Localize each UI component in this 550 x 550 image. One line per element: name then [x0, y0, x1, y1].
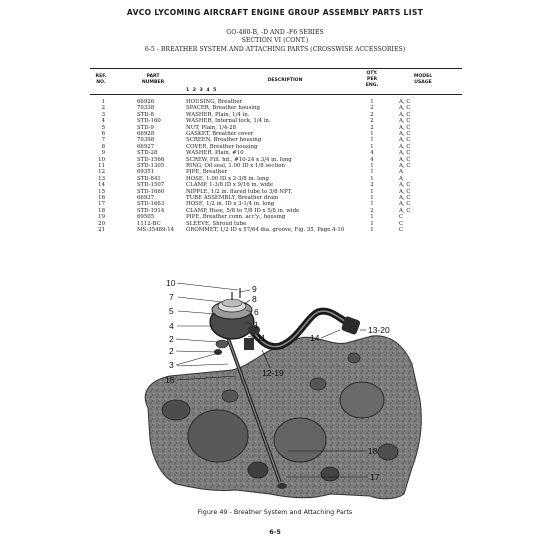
model-usage-cell: A, C — [399, 195, 411, 201]
description-cell: HOSE, 1.00 ID x 2-3/8 in. long — [186, 175, 269, 182]
model-usage-cell: A, C — [399, 131, 411, 137]
part-number-cell: 66928 — [137, 131, 155, 137]
ref-cell: 15 — [98, 188, 105, 195]
ref-cell: 11 — [98, 163, 105, 169]
description-cell: WASHER, Plain, #10 — [186, 150, 244, 157]
part-number-cell: 1112-BC — [137, 220, 161, 227]
model-usage-cell: A, C — [399, 143, 411, 150]
company-header: AVCO LYCOMING AIRCRAFT ENGINE GROUP ASSEMBLY PARTS LIST — [126, 8, 424, 17]
part-number-cell: 70338 — [137, 105, 155, 112]
ref-header-line-2: NO. — [96, 80, 106, 85]
page-number: 6-5 — [269, 528, 281, 536]
model-usage-cell: A, C — [399, 156, 411, 163]
qty-cell: 4 — [370, 156, 374, 163]
callout-label: 11 — [257, 333, 266, 343]
description-cell: COVER, Breather housing — [186, 143, 258, 150]
ref-cell: 4 — [101, 118, 105, 125]
description-cell: GASKET, Breather cover — [186, 131, 254, 137]
qty-header-line-1: QTY. — [366, 71, 378, 76]
ref-cell: 21 — [98, 227, 105, 233]
description-cell: SLEEVE, Shroud tube — [186, 220, 247, 227]
model-usage-cell: A — [399, 169, 403, 176]
qty-cell: 1 — [370, 220, 374, 227]
part-number-cell: STD-1305 — [137, 163, 165, 169]
model-usage-cell: A, C — [399, 137, 411, 144]
description-cell: SCREEN, Breather housing — [186, 137, 262, 144]
part-number-cell: STD-28 — [137, 150, 158, 157]
qty-cell: 1 — [370, 143, 374, 150]
series-title: GO-480-B, -D AND -F6 SERIES — [226, 29, 324, 36]
model-usage-cell: A, C — [399, 99, 411, 105]
description-cell: TUBE ASSEMBLY, Breather drain — [186, 195, 279, 201]
callout-label: 14 — [310, 333, 320, 343]
section-title: SECTION VI (CONT.) — [241, 37, 309, 44]
qty-cell: 1 — [370, 195, 374, 201]
description-cell: SPACER, Breather housing — [186, 105, 260, 112]
part-number-cell: 70398 — [137, 137, 155, 144]
ref-cell: 16 — [98, 195, 105, 201]
qty-cell: 1 — [370, 131, 374, 137]
model-usage-cell: A, C — [399, 118, 411, 125]
part-number-cell: 69505 — [137, 214, 155, 221]
model-usage-cell: A, C — [399, 124, 411, 131]
ref-cell: 8 — [101, 143, 105, 150]
callout-label: 6 — [254, 307, 259, 317]
description-cell: NUT, Plain, 1/4-28 — [186, 124, 237, 131]
qty-cell: 2 — [370, 118, 374, 125]
ref-cell: 17 — [98, 201, 105, 208]
qty-cell: 1 — [370, 188, 374, 195]
model-header-line-2: USAGE — [414, 80, 432, 85]
part-number-cell: STD-841 — [137, 175, 161, 182]
description-cell: SCREW, Fill. hd., #10-24 x 3/4 in. long — [186, 156, 292, 163]
qty-cell: 2 — [370, 182, 374, 189]
qty-cell: 2 — [370, 111, 374, 118]
part-number-cell: MS-35489-14 — [137, 227, 175, 233]
qty-cell: 1 — [370, 163, 374, 169]
qty-cell: 1 — [370, 201, 374, 208]
description-cell: CLAMP, Hose, 5/8 to 7/8 ID x 5/8 in. wide — [186, 207, 300, 214]
engine-block-illustration — [145, 336, 421, 499]
ref-cell: 9 — [101, 150, 105, 157]
qty-cell: 2 — [370, 105, 374, 112]
ref-cell: 13 — [98, 175, 105, 182]
callout-label: 3 — [169, 360, 174, 370]
ref-cell: 6 — [101, 131, 105, 137]
part-number-cell: 69351 — [137, 169, 155, 176]
qty-header-line-2: PER — [366, 77, 378, 82]
part-number-cell: 66937 — [137, 195, 155, 201]
ref-cell: 18 — [98, 207, 105, 214]
part-number-cell: STD-1660 — [137, 188, 165, 195]
description-cell: NIPPLE, 1/2 in. flared tube to 3/8 NPT. — [186, 188, 293, 195]
model-usage-cell: A, C — [399, 182, 411, 189]
model-usage-cell: A, C — [399, 105, 411, 112]
callout-label: 10 — [166, 278, 176, 288]
description-cell: WASHER, Internal lock, 1/4 in. — [186, 118, 271, 125]
model-usage-cell: A, C — [399, 188, 411, 195]
model-usage-cell: A, C — [399, 150, 411, 157]
callout-label: 9 — [252, 284, 257, 294]
model-usage-cell: C — [399, 227, 404, 233]
model-usage-cell: A, C — [399, 111, 411, 118]
qty-cell: 2 — [370, 207, 374, 214]
model-usage-cell: A, C — [399, 163, 411, 169]
description-cell: PIPE, Breather — [186, 169, 228, 176]
figure-caption: Figure 49 - Breather System and Attaching Parts — [197, 508, 353, 516]
description-cell: HOSE, 1/2 in. ID x 3-1/4 in. long — [186, 201, 275, 208]
callout-label: 13-20 — [368, 325, 390, 335]
callout-label: 18 — [368, 446, 378, 456]
ref-cell: 10 — [98, 156, 105, 163]
callout-label: 17 — [370, 472, 380, 482]
description-cell: CLAMP, 1-3/8 ID x 9/16 in. wide — [186, 182, 274, 189]
part-number-cell: STD-8 — [137, 111, 154, 118]
callout-label: 16 — [165, 375, 175, 385]
model-usage-cell: A — [399, 175, 403, 182]
qty-header-line-3: ENG. — [365, 83, 379, 88]
qty-cell: 2 — [370, 124, 374, 131]
qty-cell: 1 — [370, 175, 374, 182]
callout-label: 4 — [169, 321, 174, 331]
part-number-cell: STD-9 — [137, 124, 154, 131]
description-column-header: DESCRIPTION — [267, 78, 303, 83]
qty-cell: 4 — [370, 150, 374, 157]
ref-cell: 3 — [101, 111, 105, 118]
part-header-line-2: NUMBER — [141, 80, 165, 85]
ref-cell: 2 — [101, 105, 105, 112]
description-cell: WASHER, Plain, 1/4 in. — [186, 111, 250, 118]
callout-label: 5 — [169, 306, 174, 316]
part-number-cell: STD-160 — [137, 118, 161, 125]
part-number-cell: STD-1663 — [137, 201, 165, 208]
description-cell: RING, Oil seal, 1.00 ID x 1/8 section — [186, 163, 285, 169]
part-number-cell: STD-1566 — [137, 156, 165, 163]
qty-cell: 1 — [370, 214, 374, 221]
part-number-cell: STD-1914 — [137, 207, 165, 214]
description-cell: HOUSING, Breather — [186, 99, 243, 105]
callout-label: 2 — [169, 334, 174, 344]
callout-label: 2 — [169, 346, 174, 356]
callout-label: 8 — [252, 294, 257, 304]
ref-cell: 12 — [98, 169, 105, 176]
ref-cell: 5 — [101, 124, 105, 131]
ref-cell: 14 — [98, 182, 105, 189]
part-number-cell: STD-1507 — [137, 182, 165, 189]
model-usage-cell: A, C — [399, 201, 411, 208]
qty-cell: 1 — [370, 169, 374, 176]
part-header-line-1: PART — [146, 74, 160, 79]
part-number-cell: 66926 — [137, 99, 155, 105]
description-cell: PIPE, Breather conn. acc'y., housing — [186, 214, 286, 221]
ref-header-line-1: REF. — [95, 74, 107, 79]
callout-label: 1 — [254, 320, 259, 330]
qty-cell: 1 — [370, 99, 374, 105]
ref-cell: 1 — [101, 99, 105, 105]
part-number-cell: 66927 — [137, 143, 155, 150]
subsection-title: 6-5 - BREATHER SYSTEM AND ATTACHING PARTS (CROSSWISE ACCESSORIES) — [144, 46, 406, 53]
model-usage-cell: C — [399, 214, 404, 221]
model-usage-cell: A, C — [399, 207, 411, 214]
indent-level-numbers: 1 2 3 4 5 — [186, 88, 218, 93]
model-header-line-1: MODEL — [413, 74, 433, 79]
callout-label: 12-19 — [262, 368, 284, 378]
description-cell: GROMMET, 1/2 ID x 57/64 dia. groove, Fig. 35, Page 4-10 — [186, 227, 345, 233]
ref-cell: 7 — [101, 137, 105, 144]
ref-cell: 19 — [98, 214, 105, 221]
ref-cell: 20 — [98, 220, 105, 227]
model-usage-cell: C — [399, 220, 404, 227]
callout-label: 7 — [169, 292, 174, 302]
qty-cell: 1 — [370, 137, 374, 144]
qty-cell: 1 — [370, 227, 374, 233]
